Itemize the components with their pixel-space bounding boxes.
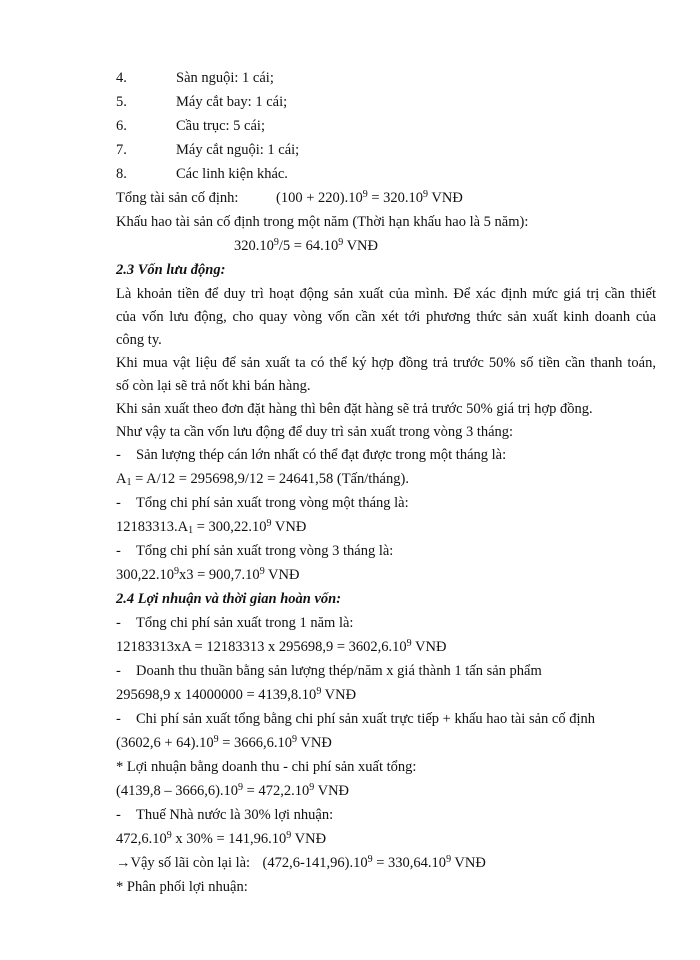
list-text: Sàn nguội: 1 cái; <box>176 70 274 86</box>
formula-line: 472,6.10$^9$ x $30\% = 141,96.10^9$ VNĐ <box>116 830 327 847</box>
list-text: Máy cắt bay: 1 cái; <box>176 94 288 110</box>
depreciation-formula: $320.10^9/5 = 64.10^9$ VNĐ <box>234 237 378 254</box>
bullet-item: - Chi phí sản xuất tổng bằng chi phí sản xuất trực tiếp + khấu hao tài sản cố định <box>116 711 596 727</box>
list-item <box>116 116 656 136</box>
paragraph-line: Khi mua vật liệu để sản xuất ta có thể ký hợp đồng trả trước 50% số tiền cần thanh toán, <box>116 355 656 371</box>
paragraph-line: Như vậy ta cần vốn lưu động để duy trì sản xuất trong vòng 3 tháng: <box>116 424 514 440</box>
formula-line: $(4139,8 - 3666,6).10^9 = 472,2.10^9$ VNĐ <box>116 782 350 799</box>
bullet-item: - Sản lượng thép cán lớn nhất có thể đạt được trong một tháng là: <box>116 447 507 463</box>
section-heading-working-capital: 2.3 Vốn lưu động: <box>116 262 226 278</box>
paragraph-line: số còn lại sẽ trả nốt khi bán hàng. <box>116 378 311 394</box>
list-number: 8. <box>116 166 127 182</box>
list-number: 7. <box>116 142 127 158</box>
paragraph-line: Khi sản xuất theo đơn đặt hàng thì bên đặt hàng sẽ trả trước 50% giá trị hợp đồng. <box>116 401 593 417</box>
section-heading-profit: 2.4 Lợi nhuận và thời gian hoàn vốn: <box>116 591 342 607</box>
formula-line: 12183313xA = 12183313 x $295698,9 = 3602,6.10^9$ VNĐ <box>116 638 447 655</box>
list-text: Máy cắt nguội: 1 cái; <box>176 142 300 158</box>
paragraph-line: của vốn lưu động, cho quay vòng vốn cần xét tới phương thức sản xuất kinh doanh của <box>116 309 656 325</box>
bullet-item: - Tổng chi phí sản xuất trong 1 năm là: <box>116 615 354 631</box>
note-line: * Phân phối lợi nhuận: <box>116 879 248 895</box>
formula-line: $12183313.A_1 = 300,22.10^9$ VNĐ <box>116 518 307 536</box>
formula-line: 295698,9 x $14000000 = 4139,8.10^9$ VNĐ <box>116 686 357 703</box>
arrow-icon: → <box>116 855 131 871</box>
depreciation-text: Khấu hao tài sản cố định trong một năm (Thời hạn khấu hao là 5 năm): <box>116 214 529 230</box>
formula-line: $300,22.10^9x3 = 900,7.10^9$ VNĐ <box>116 566 300 583</box>
list-item <box>116 68 656 88</box>
list-item <box>116 92 656 112</box>
fixed-assets-label: Tổng tài sản cố định: <box>116 190 239 206</box>
list-text: Các linh kiện khác. <box>176 166 288 182</box>
list-number: 6. <box>116 118 127 134</box>
list-text: Cầu trục: 5 cái; <box>176 118 265 134</box>
list-item <box>116 140 656 160</box>
list-number: 4. <box>116 70 127 86</box>
paragraph-line: Là khoản tiền để duy trì hoạt động sản xuất của mình. Để xác định mức giá trị cần thiết <box>116 286 656 302</box>
bullet-item: - Doanh thu thuần bằng sản lượng thép/năm x giá thành 1 tấn sản phẩm <box>116 663 542 679</box>
paragraph-line: công ty. <box>116 332 162 348</box>
list-item <box>116 164 656 184</box>
fixed-assets-line: Tổng tài sản cố định: $(100 + 220).10^9 = 320.10^9$ VNĐ <box>116 189 463 206</box>
formula-line: $(3602,6 + 64).10^9 = 3666,6.10^9$ VNĐ <box>116 734 332 751</box>
formula-line: $A_1 = A/12 = 295698,9/12 = 24641,58$ (Tấn/tháng). <box>116 471 409 488</box>
note-line: * Lợi nhuận bằng doanh thu - chi phí sản xuất tổng: <box>116 759 417 775</box>
bullet-item: - Tổng chi phí sản xuất trong vòng một tháng là: <box>116 495 409 511</box>
result-line: →Vậy số lãi còn lại là: $(472,6-141,96).10^9 = 330,64.10^9$ VNĐ <box>116 854 486 871</box>
bullet-item: - Tổng chi phí sản xuất trong vòng 3 tháng là: <box>116 543 394 559</box>
list-number: 5. <box>116 94 127 110</box>
bullet-item: - Thuế Nhà nước là 30% lợi nhuận: <box>116 807 334 823</box>
